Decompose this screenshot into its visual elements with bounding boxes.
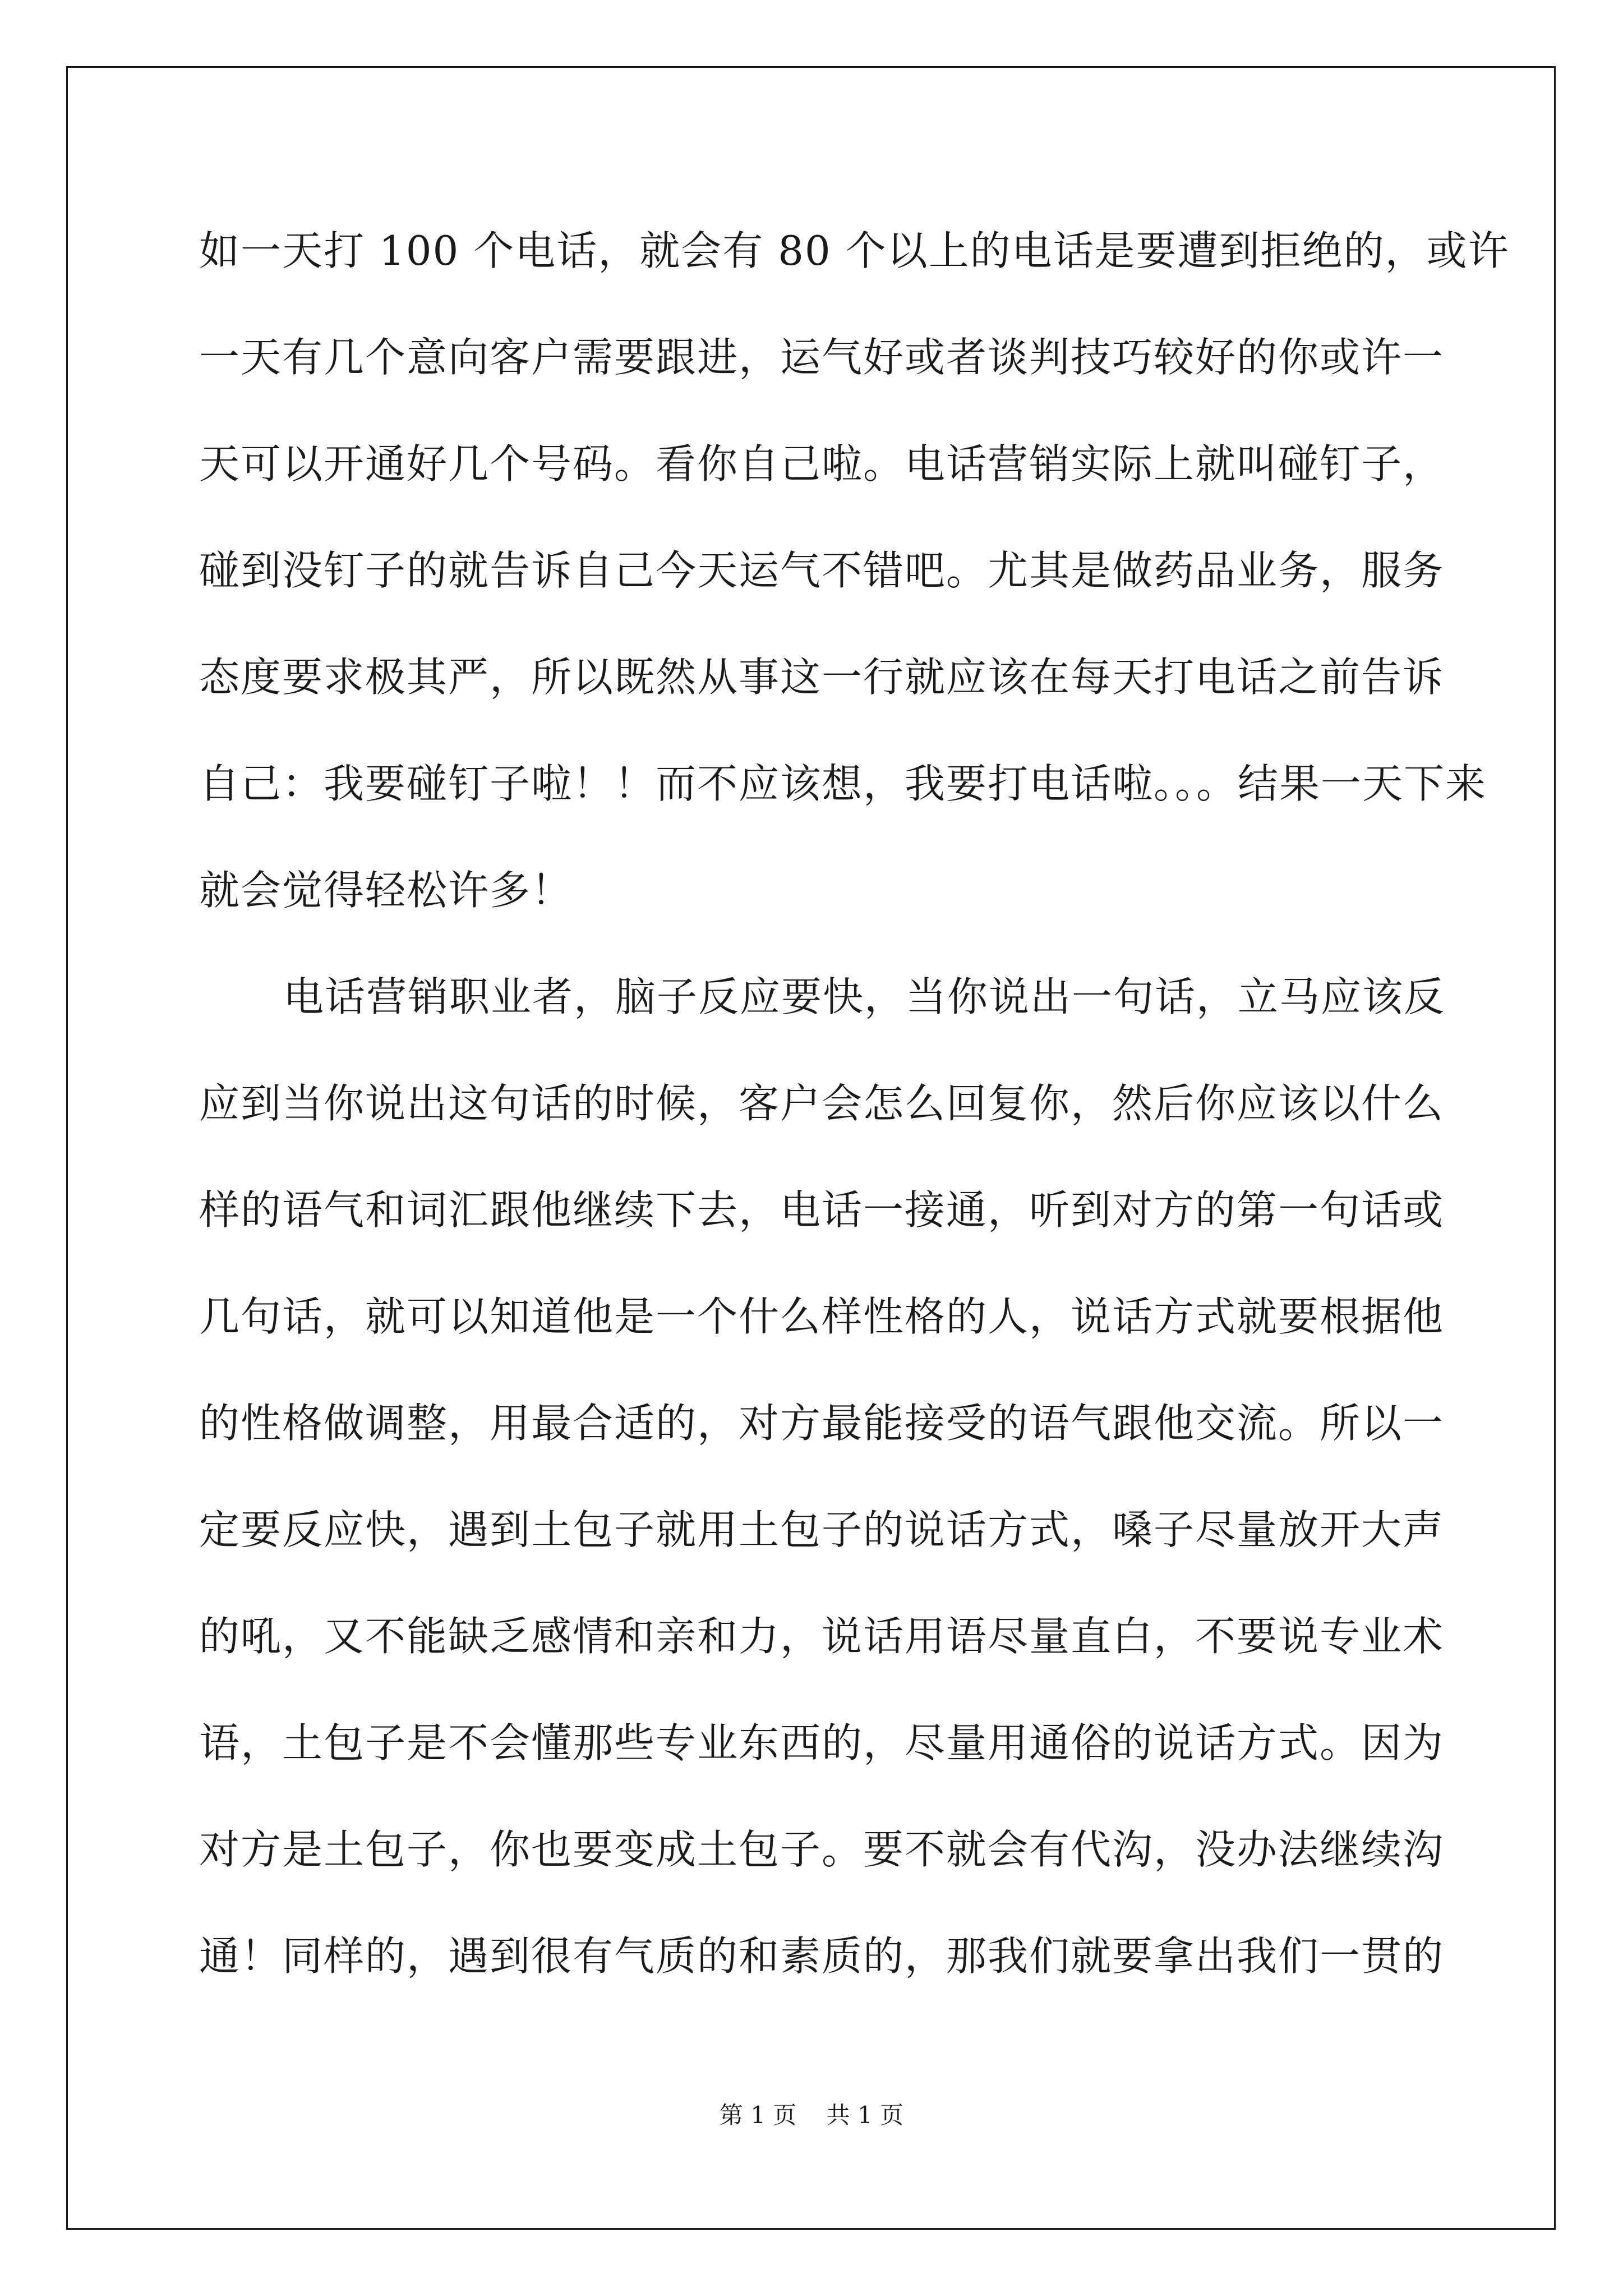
document-body <box>199 213 1510 2025</box>
paragraph-1 <box>199 213 1510 959</box>
text-line: 对方是土包子，你也要变成土包子。要不就会有代沟，没办法继续沟 <box>199 1826 1445 1873</box>
text-line: 电话营销职业者，脑子反应要快，当你说出一句话，立马应该反 <box>283 973 1446 1020</box>
page-footer <box>0 2097 1623 2131</box>
page-number: 第 1 页 <box>719 2101 797 2129</box>
text-line: 碰到没钉子的就告诉自己今天运气不错吧。尤其是做药品业务，服务 <box>199 547 1445 594</box>
text-line: 通！同样的，遇到很有气质的和素质的，那我们就要拿出我们一贯的 <box>199 1932 1445 1980</box>
paragraph-2 <box>199 959 1446 2025</box>
text-line: 自己：我要碰钉子啦！！而不应该想，我要打电话啦。。。结果一天下来 <box>199 760 1487 807</box>
page-total: 共 1 页 <box>826 2101 904 2129</box>
text-line: 态度要求极其严，所以既然从事这一行就应该在每天打电话之前告诉 <box>199 654 1445 701</box>
text-line: 应到当你说出这句话的时候，客户会怎么回复你，然后你应该以什么 <box>199 1080 1445 1127</box>
text-line: 语，土包子是不会懂那些专业东西的，尽量用通俗的说话方式。因为 <box>199 1719 1445 1766</box>
text-line: 的吼，又不能缺乏感情和亲和力，说话用语尽量直白，不要说专业术 <box>199 1613 1445 1660</box>
text-line: 的性格做调整，用最合适的，对方最能接受的语气跟他交流。所以一 <box>199 1400 1445 1447</box>
text-line: 几句话，就可以知道他是一个什么样性格的人，说话方式就要根据他 <box>199 1293 1445 1340</box>
text-line: 就会觉得轻松许多！ <box>199 867 573 914</box>
text-line: 天可以开通好几个号码。看你自己啦。电话营销实际上就叫碰钉子， <box>199 440 1445 487</box>
text-line: 定要反应快，遇到土包子就用土包子的说话方式，嗓子尽量放开大声 <box>199 1506 1445 1553</box>
text-line: 一天有几个意向客户需要跟进，运气好或者谈判技巧较好的你或许一 <box>199 334 1445 381</box>
text-line: 样的语气和词汇跟他继续下去，电话一接通，听到对方的第一句话或 <box>199 1186 1445 1234</box>
text-line: 如一天打 100 个电话，就会有 80 个以上的电话是要遭到拒绝的，或许 <box>199 227 1510 274</box>
